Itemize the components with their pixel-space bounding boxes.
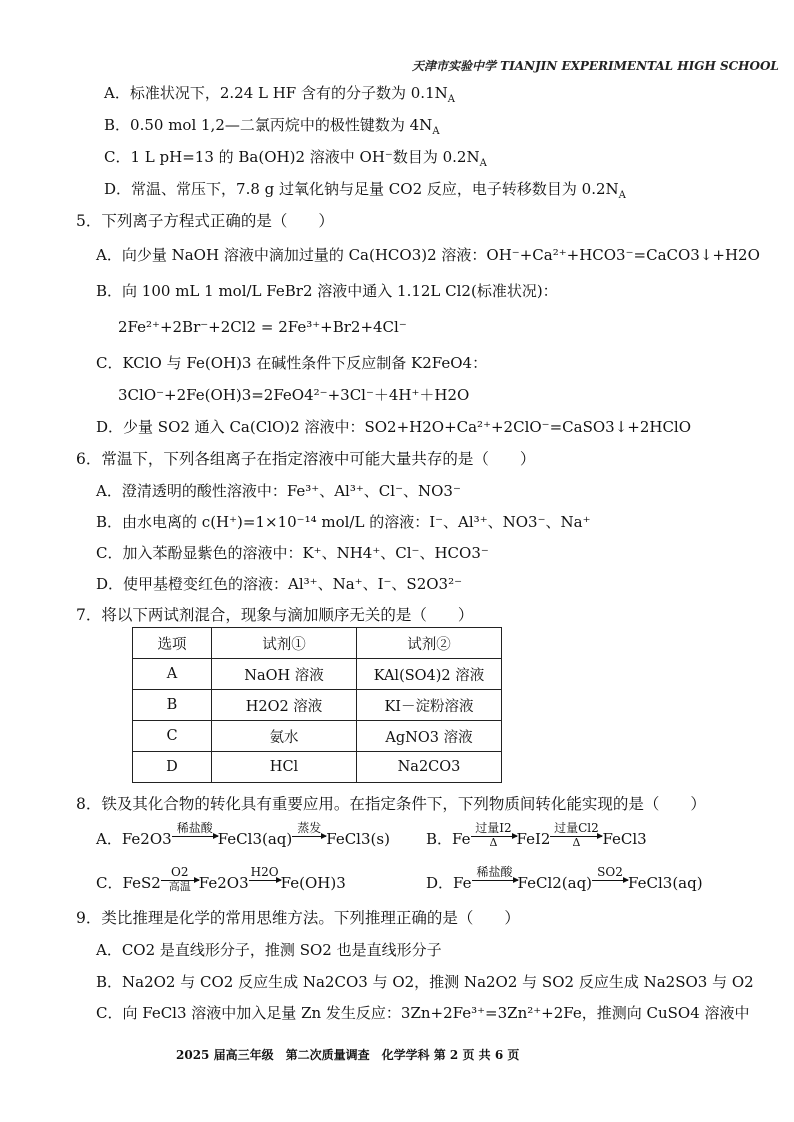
- species: Fe(OH)3: [280, 874, 346, 892]
- q4-option-c: C．1 L pH=13 的 Ba(OH)2 溶液中 OH⁻数目为 $0.2N_A$: [104, 148, 487, 169]
- q5-option-c: C．KClO 与 Fe(OH)3 在碱性条件下反应制备 K2FeO4：: [96, 354, 488, 372]
- q5-option-b: B．向 100 mL 1 mol/L FeBr2 溶液中通入 1.12L Cl2(标准状况)：: [96, 282, 558, 300]
- option-label: A．: [96, 830, 122, 848]
- table-cell: KI－淀粉溶液: [357, 690, 502, 721]
- q5-option-c-equation: 3ClO⁻+2Fe(OH)3=2FeO4²⁻+3Cl⁻＋4H⁺＋H2O: [118, 386, 470, 404]
- species: FeS2: [122, 874, 161, 892]
- q4-option-a-text: A．标准状况下，2.24 L HF 含有的分子数为 0.1N: [104, 84, 448, 102]
- page-header: 天津市实验中学 TIANJIN EXPERIMENTAL HIGH SCHOOL: [412, 59, 779, 73]
- q5-option-a: A．向少量 NaOH 溶液中滴加过量的 Ca(HCO3)2 溶液：OH⁻+Ca²⁺+HCO3⁻=CaCO3↓+H2O: [96, 246, 760, 264]
- reaction-arrow: [249, 866, 281, 893]
- reaction-arrow: [172, 822, 218, 849]
- table-cell: H2O2 溶液: [212, 690, 357, 721]
- q9-option-c: C．向 FeCl3 溶液中加入足量 Zn 发生反应：3Zn+2Fe³⁺=3Zn²⁺+2Fe，推测向 CuSO4 溶液中: [96, 1004, 750, 1022]
- q6-stem: 6．常温下，下列各组离子在指定溶液中可能大量共存的是（ ）: [76, 450, 536, 468]
- q6-option-b: B．由水电离的 c(H⁺)=1×10⁻¹⁴ mol/L 的溶液：I⁻、Al³⁺、NO3⁻、Na⁺: [96, 513, 591, 531]
- table-cell: AgNO3 溶液: [357, 721, 502, 752]
- species: Fe2O3: [198, 874, 249, 892]
- q4-option-d-text: D．常温、常压下，7.8 g 过氧化钠与足量 CO2 反应，电子转移数目为 0.2N: [104, 180, 619, 198]
- arrow-condition: 高温: [168, 880, 191, 893]
- option-label: C．: [96, 874, 123, 892]
- table-cell: HCl: [212, 752, 357, 783]
- page-footer: 2025 届高三年级 第二次质量调查 化学学科 第 2 页 共 6 页: [176, 1048, 520, 1062]
- option-label: B．: [426, 830, 453, 848]
- q5-option-d: D．少量 SO2 通入 Ca(ClO)2 溶液中：SO2+H2O+Ca²⁺+2ClO⁻=CaSO3↓+2HClO: [96, 418, 692, 436]
- table-header-cell: 试剂①: [212, 628, 357, 659]
- arrow-condition: Δ: [489, 836, 498, 849]
- table-header-cell: 选项: [133, 628, 212, 659]
- arrow-condition: H2O: [250, 865, 279, 879]
- table-cell: NaOH 溶液: [212, 659, 357, 690]
- q4-option-c-text: C．1 L pH=13 的 Ba(OH)2 溶液中 OH⁻数目为 0.2N: [104, 148, 480, 166]
- q8-stem: 8．铁及其化合物的转化具有重要应用。在指定条件下，下列物质间转化能实现的是（ ）: [76, 795, 706, 813]
- arrow-condition: 过量Cl2: [554, 821, 599, 835]
- q7-stem: 7．将以下两试剂混合，现象与滴加顺序无关的是（ ）: [76, 606, 474, 624]
- arrow-condition: 过量I2: [475, 821, 512, 835]
- species: Fe: [453, 874, 472, 892]
- arrow-condition: 蒸发: [297, 821, 322, 835]
- arrow-condition: O2: [171, 865, 189, 879]
- q8-option-b: [426, 822, 647, 849]
- species: FeCl3: [602, 830, 647, 848]
- table-header-row: [133, 628, 502, 659]
- species: Fe: [452, 830, 471, 848]
- table-cell: Na2CO3: [357, 752, 502, 783]
- q4-option-b: B．0.50 mol 1,2—二氯丙烷中的极性键数为 $4N_A$: [104, 116, 440, 137]
- table-row: [133, 690, 502, 721]
- reaction-arrow: [472, 866, 518, 893]
- q8-option-d: [426, 866, 703, 893]
- species: FeCl3(s): [326, 830, 390, 848]
- arrow-condition: 稀盐酸: [476, 865, 513, 879]
- reaction-arrow: [550, 822, 602, 849]
- table-header-cell: 试剂②: [357, 628, 502, 659]
- table-cell: A: [133, 659, 212, 690]
- species: FeI2: [516, 830, 551, 848]
- reaction-arrow: [592, 866, 628, 893]
- table-row: [133, 721, 502, 752]
- q8-option-a: [96, 822, 390, 849]
- table-cell: C: [133, 721, 212, 752]
- table-cell: 氨水: [212, 721, 357, 752]
- table-row: [133, 659, 502, 690]
- species: FeCl2(aq): [517, 874, 593, 892]
- species: FeCl3(aq): [217, 830, 293, 848]
- q9-stem: 9．类比推理是化学的常用思维方法。下列推理正确的是（ ）: [76, 909, 520, 927]
- table-cell: KAl(SO4)2 溶液: [357, 659, 502, 690]
- q6-option-d: D．使甲基橙变红色的溶液：Al³⁺、Na⁺、I⁻、S2O3²⁻: [96, 575, 463, 593]
- table-cell: B: [133, 690, 212, 721]
- reaction-arrow: [471, 822, 517, 849]
- table-row: [133, 752, 502, 783]
- q4-option-b-text: B．0.50 mol 1,2—二氯丙烷中的极性键数为 4N: [104, 116, 433, 134]
- species: FeCl3(aq): [628, 874, 703, 892]
- table-cell: D: [133, 752, 212, 783]
- q6-option-a: A．澄清透明的酸性溶液中：Fe³⁺、Al³⁺、Cl⁻、NO3⁻: [96, 482, 461, 500]
- q5-stem: 5．下列离子方程式正确的是（ ）: [76, 212, 334, 230]
- q6-option-c: C．加入苯酚显紫色的溶液中：K⁺、NH4⁺、Cl⁻、HCO3⁻: [96, 544, 489, 562]
- q9-option-a: A．CO2 是直线形分子，推测 SO2 也是直线形分子: [96, 941, 442, 959]
- arrow-condition: Δ: [572, 836, 581, 849]
- q5-option-b-equation: 2Fe²⁺+2Br⁻+2Cl2 = 2Fe³⁺+Br2+4Cl⁻: [118, 318, 407, 336]
- reagent-table: [132, 627, 502, 783]
- q4-option-a: A．标准状况下，2.24 L HF 含有的分子数为 $0.1N_A$: [104, 84, 455, 105]
- q8-option-c: [96, 866, 346, 893]
- option-label: D．: [426, 874, 454, 892]
- reaction-arrow: [161, 866, 199, 893]
- q9-option-b: B．Na2O2 与 CO2 反应生成 Na2CO3 与 O2，推测 Na2O2 与 SO2 反应生成 Na2SO3 与 O2: [96, 973, 754, 991]
- arrow-condition: SO2: [597, 865, 623, 879]
- species: Fe2O3: [121, 830, 172, 848]
- reaction-arrow: [292, 822, 326, 849]
- q4-option-d: D．常温、常压下，7.8 g 过氧化钠与足量 CO2 反应，电子转移数目为 $0.2N_A$: [104, 180, 626, 201]
- arrow-condition: 稀盐酸: [176, 821, 213, 835]
